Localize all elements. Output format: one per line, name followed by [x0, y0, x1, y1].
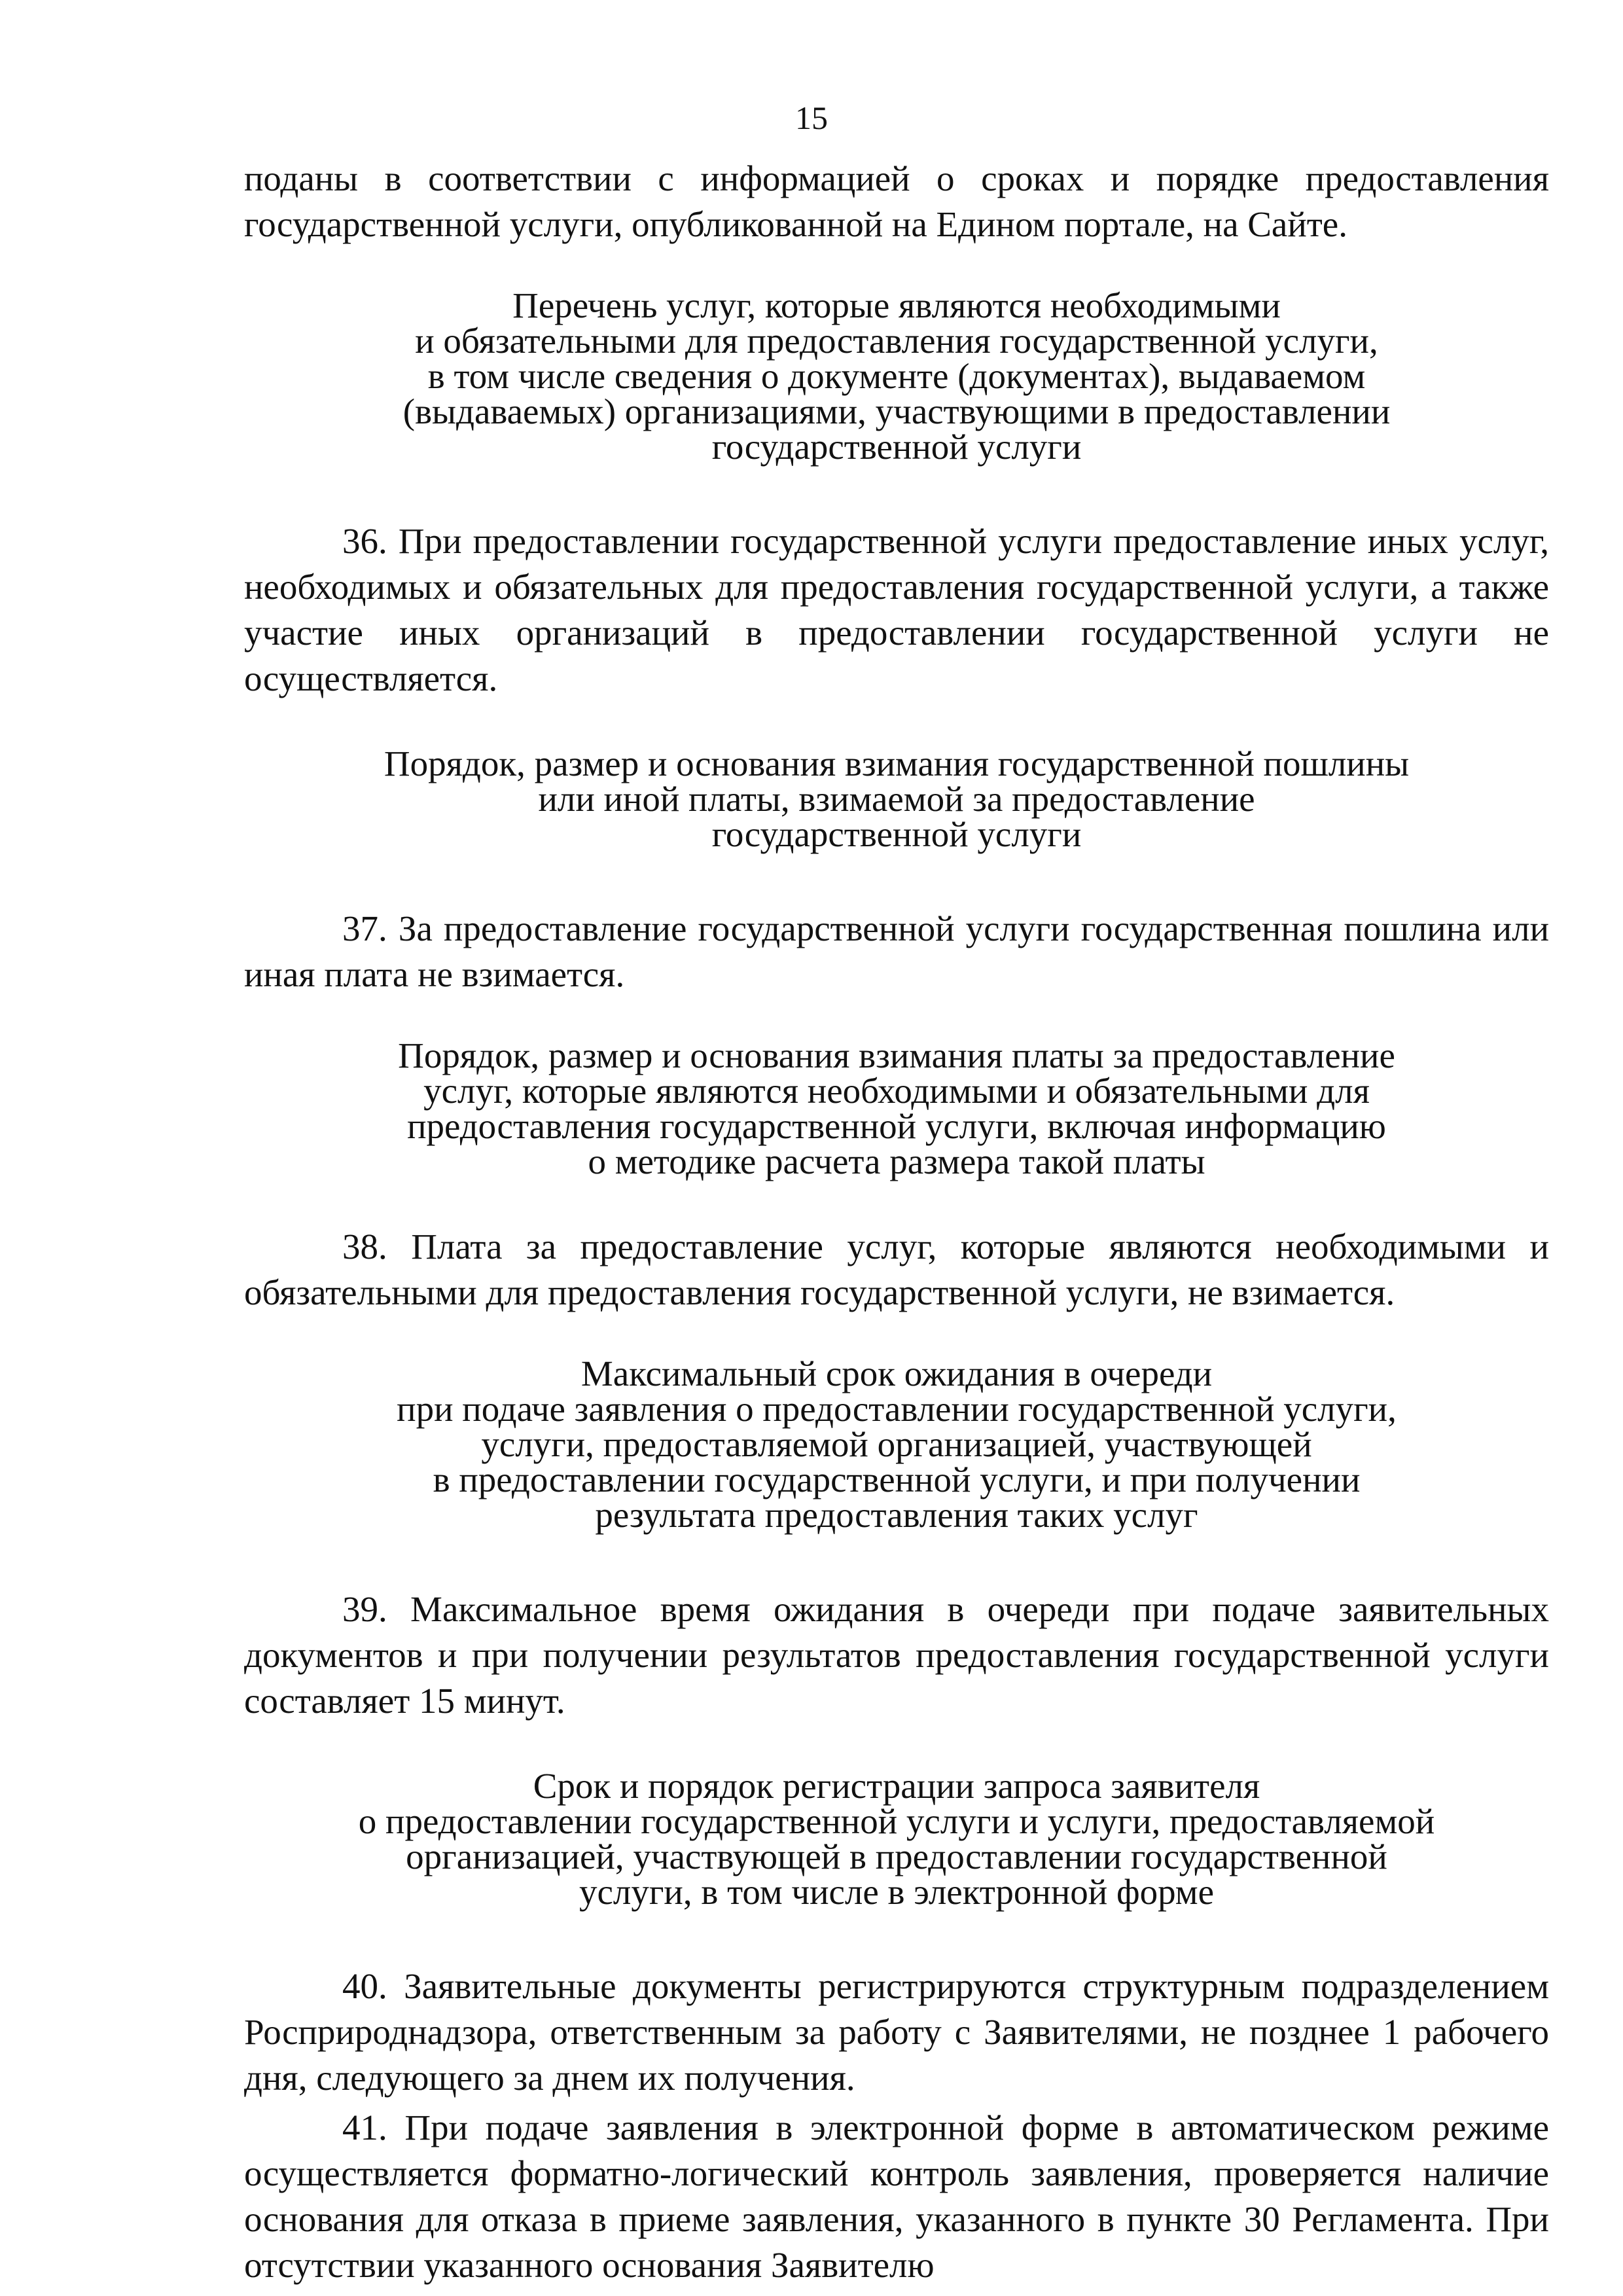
heading-line: организацией, участвующей в предоставлении государственной [406, 1837, 1387, 1876]
section-heading-registration [244, 1768, 1549, 1910]
heading-line: услуги, в том числе в электронной форме [579, 1872, 1214, 1912]
heading-line: о предоставлении государственной услуги и услуги, предоставляемой [358, 1801, 1435, 1841]
heading-line: и обязательными для предоставления государственной услуги, [415, 321, 1378, 361]
section-heading-state-fee [244, 746, 1549, 852]
section-heading-fee-for-services [244, 1035, 1549, 1181]
paragraph-39: 39. Максимальное время ожидания в очереди при подаче заявительных документов и при получении результатов предоставления государственной услуги составляет 15 минут. [244, 1589, 1549, 1721]
heading-line: государственной услуги [711, 814, 1082, 854]
paragraph-37: 37. За предоставление государственной услуги государственная пошлина или иная плата не взимается. [244, 908, 1549, 994]
heading-line: при подаче заявления о предоставлении государственной услуги, [397, 1389, 1397, 1429]
heading-line: Порядок, размер и основания взимания платы за предоставление [398, 1035, 1395, 1075]
paragraph-38: 38. Плата за предоставление услуг, которые являются необходимыми и обязательными для предоставления государственной услуги, не взимается. [244, 1227, 1549, 1312]
heading-line: Максимальный срок ожидания в очереди [580, 1354, 1213, 1393]
section-heading-queue-time [244, 1356, 1549, 1533]
document-body [244, 156, 1549, 2288]
page-number: 15 [795, 99, 828, 136]
heading-line: Срок и порядок регистрации запроса заявителя [533, 1766, 1260, 1806]
heading-line: Перечень услуг, которые являются необходимыми [512, 285, 1281, 325]
heading-line: (выдаваемых) организациями, участвующими в предоставлении [402, 391, 1391, 431]
heading-line: услуг, которые являются необходимыми и обязательными для [423, 1071, 1370, 1111]
heading-line: услуги, предоставляемой организацией, участвующей [481, 1424, 1312, 1464]
heading-line: или иной платы, взимаемой за предоставление [538, 779, 1255, 819]
heading-line: предоставления государственной услуги, включая информацию [407, 1106, 1386, 1146]
paragraph-40: 40. Заявительные документы регистрируются структурным подразделением Росприроднадзора, ответственным за работу с Заявителями, не позднее 1 рабочего дня, следующего за днем их получения. [244, 1966, 1549, 2098]
heading-line: о методике расчета размера такой платы [588, 1141, 1205, 1181]
section-heading-necessary-services [244, 285, 1549, 467]
heading-line: в предоставлении государственной услуги, и при получении [433, 1460, 1361, 1499]
intro-paragraph: поданы в соответствии с информацией о сроках и порядке предоставления государственной услуги, опубликованной на Едином портале, на Сайте. [244, 158, 1549, 244]
heading-line: результата предоставления таких услуг [595, 1495, 1198, 1535]
heading-line: Порядок, размер и основания взимания государственной пошлины [383, 744, 1410, 783]
heading-line: государственной услуги [711, 427, 1082, 467]
paragraph-41: 41. При подаче заявления в электронной форме в автоматическом режиме осуществляется форматно-логический контроль заявления, проверяется наличие основания для отказа в приеме заявления, указанного в пункте 30 Регламента. При отсутствии указанного основания Заявителю [244, 2108, 1549, 2285]
heading-line: в том числе сведения о документе (документах), выдаваемом [427, 356, 1366, 396]
paragraph-36: 36. При предоставлении государственной услуги предоставление иных услуг, необходимых и обязательных для предоставления государственной услуги, а также участие иных организаций в предоставлении государственной услуги не осуществляется. [244, 521, 1549, 698]
